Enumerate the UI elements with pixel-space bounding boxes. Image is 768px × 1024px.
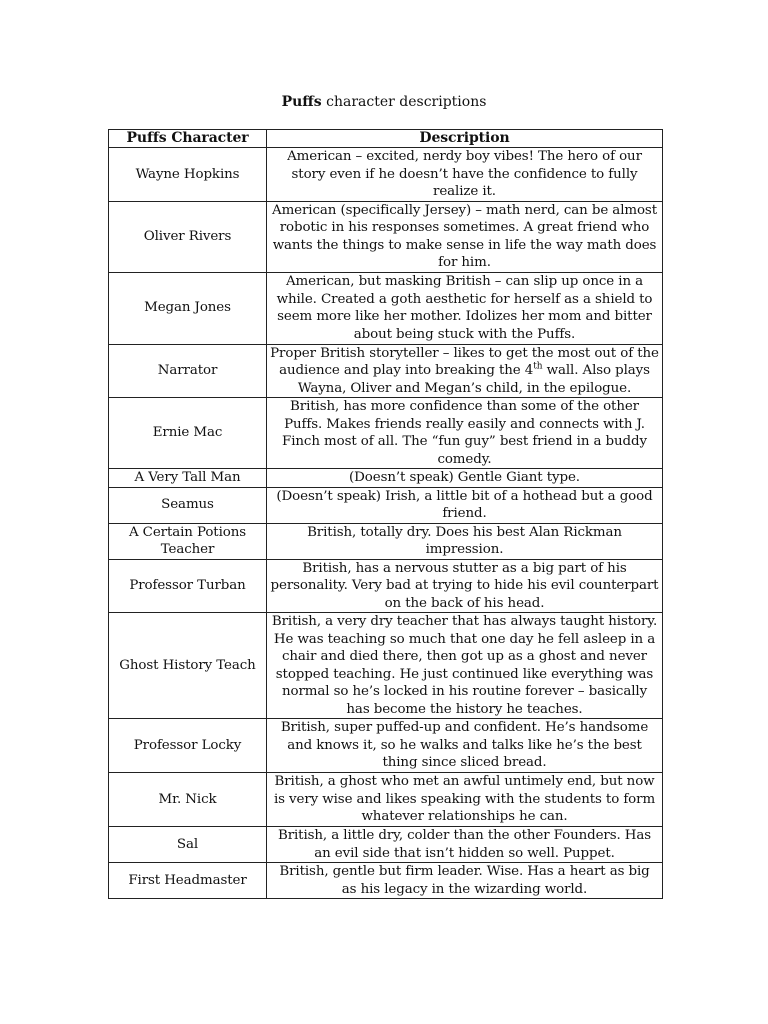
character-name: Seamus xyxy=(109,487,267,523)
character-description: American, but masking British – can slip up once in a while. Created a goth aesthetic for herself as a shield to seem more like her mother. Idolizes her mom and bitter about being stuck with the Puffs. xyxy=(267,272,663,344)
table-row xyxy=(109,469,663,488)
document-title xyxy=(0,93,768,111)
character-description: British, a very dry teacher that has always taught history. He was teaching so much that one day he fell asleep in a chair and died there, then got up as a ghost and never stopped teaching. He just continued like everything was normal so he’s locked in his routine forever – basically has become the history he teaches. xyxy=(267,613,663,719)
character-description: (Doesn’t speak) Gentle Giant type. xyxy=(267,469,663,488)
table-header-row xyxy=(109,130,663,148)
table-row xyxy=(109,523,663,559)
character-name: Wayne Hopkins xyxy=(109,148,267,202)
table-row xyxy=(109,613,663,719)
table-row xyxy=(109,559,663,613)
character-description: British, a little dry, colder than the other Founders. Has an evil side that isn’t hidden so well. Puppet. xyxy=(267,827,663,863)
header-description: Description xyxy=(267,130,663,148)
character-name: A Very Tall Man xyxy=(109,469,267,488)
character-description: British, totally dry. Does his best Alan Rickman impression. xyxy=(267,523,663,559)
table-row xyxy=(109,201,663,272)
title-bold: Puffs xyxy=(281,94,322,110)
table-row xyxy=(109,148,663,202)
character-description xyxy=(267,344,663,398)
character-table xyxy=(108,129,663,899)
header-character: Puffs Character xyxy=(109,130,267,148)
title-rest: character descriptions xyxy=(321,94,487,110)
character-description: British, a ghost who met an awful untimely end, but now is very wise and likes speaking with the students to form whatever relationships he can. xyxy=(267,773,663,827)
character-description: British, has a nervous stutter as a big part of his personality. Very bad at trying to hide his evil counterpart on the back of his head. xyxy=(267,559,663,613)
table-row xyxy=(109,398,663,469)
table-row xyxy=(109,863,663,899)
character-name: Sal xyxy=(109,827,267,863)
character-name: Professor Locky xyxy=(109,719,267,773)
table-row xyxy=(109,272,663,344)
character-description: British, super puffed-up and confident. He’s handsome and knows it, so he walks and talks like he’s the best thing since sliced bread. xyxy=(267,719,663,773)
character-description: American – excited, nerdy boy vibes! The hero of our story even if he doesn’t have the confidence to fully realize it. xyxy=(267,148,663,202)
description-part: Proper British storyteller – likes to get the most out of the audience and play into breaking the 4 xyxy=(270,345,659,378)
table-row xyxy=(109,827,663,863)
character-name: A Certain Potions Teacher xyxy=(109,523,267,559)
character-description: British, gentle but firm leader. Wise. Has a heart as big as his legacy in the wizarding world. xyxy=(267,863,663,899)
table-row xyxy=(109,487,663,523)
character-name: Narrator xyxy=(109,344,267,398)
character-name: First Headmaster xyxy=(109,863,267,899)
ordinal-superscript: th xyxy=(533,361,543,372)
description-part: wall. Also plays Wayna, Oliver and Megan’s child, in the epilogue. xyxy=(297,363,650,396)
table-row xyxy=(109,719,663,773)
character-name: Ernie Mac xyxy=(109,398,267,469)
table-row xyxy=(109,344,663,398)
character-name: Professor Turban xyxy=(109,559,267,613)
character-name: Mr. Nick xyxy=(109,773,267,827)
character-name: Oliver Rivers xyxy=(109,201,267,272)
character-name: Megan Jones xyxy=(109,272,267,344)
character-description: British, has more confidence than some of the other Puffs. Makes friends really easily and connects with J. Finch most of all. The “fun guy” best friend in a buddy comedy. xyxy=(267,398,663,469)
table-row xyxy=(109,773,663,827)
character-description: American (specifically Jersey) – math nerd, can be almost robotic in his responses sometimes. A great friend who wants the things to make sense in life the way math does for him. xyxy=(267,201,663,272)
character-description: (Doesn’t speak) Irish, a little bit of a hothead but a good friend. xyxy=(267,487,663,523)
character-name: Ghost History Teach xyxy=(109,613,267,719)
